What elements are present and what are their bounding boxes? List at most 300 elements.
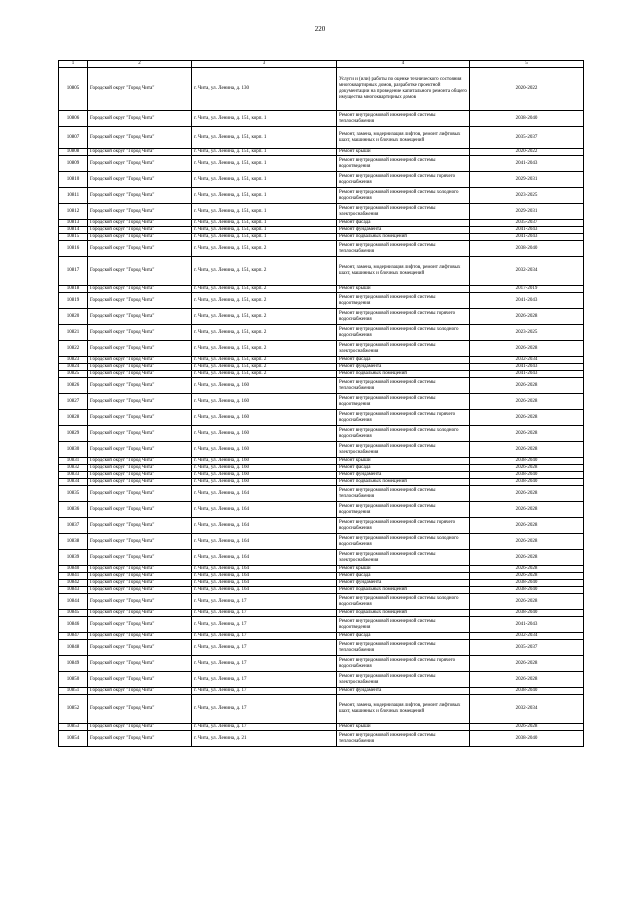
- work-type-cell: Ремонт фундамента: [337, 227, 470, 234]
- period-cell: 2038-2040: [470, 580, 584, 587]
- work-type-cell: Ремонт внутридомовой инженерной системы теплоснабжения: [337, 486, 470, 502]
- period-cell: 2026-2028: [470, 573, 584, 580]
- municipality-cell: Городской округ "Город Чита": [88, 587, 192, 594]
- address-cell: г. Чита, ул. Ленина, д. 17: [192, 640, 337, 656]
- row-number-cell: 10839: [59, 550, 88, 566]
- municipality-cell: Городской округ "Город Чита": [88, 472, 192, 479]
- row-number-cell: 10819: [59, 293, 88, 309]
- period-cell: 2026-2028: [470, 486, 584, 502]
- header-cell: 3: [192, 61, 337, 68]
- municipality-cell: Городской округ "Город Чита": [88, 325, 192, 341]
- municipality-cell: Городской округ "Город Чита": [88, 220, 192, 227]
- header-row: [59, 61, 584, 68]
- work-type-cell: Ремонт внутридомовой инженерной системы холодного водоснабжения: [337, 594, 470, 610]
- municipality-cell: Городской округ "Город Чита": [88, 656, 192, 672]
- row-number-cell: 10854: [59, 731, 88, 747]
- address-cell: г. Чита, ул. Ленина, д. 151, корп. 1: [192, 234, 337, 241]
- address-cell: г. Чита, ул. Ленина, д. 151, корп. 2: [192, 241, 337, 257]
- address-cell: г. Чита, ул. Ленина, д. 160: [192, 442, 337, 458]
- address-cell: г. Чита, ул. Ленина, д. 151, корп. 2: [192, 357, 337, 364]
- address-cell: г. Чита, ул. Ленина, д. 160: [192, 426, 337, 442]
- row-number-cell: 10810: [59, 172, 88, 188]
- period-cell: 2038-2040: [470, 241, 584, 257]
- work-type-cell: Ремонт фасада: [337, 220, 470, 227]
- table-row: [59, 479, 584, 486]
- municipality-cell: Городской округ "Город Чита": [88, 566, 192, 573]
- address-cell: г. Чита, ул. Ленина, д. 160: [192, 394, 337, 410]
- table-row: [59, 227, 584, 234]
- municipality-cell: Городской округ "Город Чита": [88, 479, 192, 486]
- row-number-cell: 10817: [59, 257, 88, 286]
- row-number-cell: 10828: [59, 410, 88, 426]
- address-cell: г. Чита, ул. Ленина, д. 160: [192, 465, 337, 472]
- address-cell: г. Чита, ул. Ленина, д. 151, корп. 1: [192, 127, 337, 149]
- row-number-cell: 10820: [59, 309, 88, 325]
- work-type-cell: Ремонт фасада: [337, 357, 470, 364]
- work-type-cell: Ремонт крыши: [337, 286, 470, 293]
- period-cell: 2023-2025: [470, 188, 584, 204]
- municipality-cell: Городской округ "Город Чита": [88, 573, 192, 580]
- work-type-cell: Ремонт внутридомовой инженерной системы горячего водоснабжения: [337, 410, 470, 426]
- period-cell: 2020-2022: [470, 68, 584, 111]
- work-type-cell: Ремонт внутридомовой инженерной системы водоотведения: [337, 617, 470, 633]
- table-row: [59, 566, 584, 573]
- table-row: [59, 127, 584, 149]
- municipality-cell: Городской округ "Город Чита": [88, 172, 192, 188]
- row-number-cell: 10806: [59, 111, 88, 127]
- address-cell: г. Чита, ул. Ленина, д. 17: [192, 617, 337, 633]
- row-number-cell: 10808: [59, 149, 88, 156]
- table-row: [59, 442, 584, 458]
- work-type-cell: Ремонт внутридомовой инженерной системы теплоснабжения: [337, 640, 470, 656]
- register-table: [58, 60, 584, 747]
- municipality-cell: Городской округ "Город Чита": [88, 364, 192, 371]
- row-number-cell: 10846: [59, 617, 88, 633]
- table-row: [59, 731, 584, 747]
- work-type-cell: Ремонт внутридомовой инженерной системы водоотведения: [337, 156, 470, 172]
- period-cell: 2038-2040: [470, 472, 584, 479]
- address-cell: г. Чита, ул. Ленина, д. 17: [192, 672, 337, 688]
- address-cell: г. Чита, ул. Ленина, д. 17: [192, 688, 337, 695]
- address-cell: г. Чита, ул. Ленина, д. 17: [192, 610, 337, 617]
- work-type-cell: Ремонт, замена, модернизация лифтов, ремонт лифтовых шахт, машинных и блочных помещений: [337, 695, 470, 724]
- table-row: [59, 257, 584, 286]
- municipality-cell: Городской округ "Город Чита": [88, 534, 192, 550]
- row-number-cell: 10836: [59, 502, 88, 518]
- address-cell: г. Чита, ул. Ленина, д. 160: [192, 472, 337, 479]
- municipality-cell: Городской округ "Город Чита": [88, 341, 192, 357]
- address-cell: г. Чита, ул. Ленина, д. 164: [192, 518, 337, 534]
- work-type-cell: Ремонт внутридомовой инженерной системы горячего водоснабжения: [337, 172, 470, 188]
- period-cell: 2038-2040: [470, 458, 584, 465]
- row-number-cell: 10837: [59, 518, 88, 534]
- address-cell: г. Чита, ул. Ленина, д. 164: [192, 587, 337, 594]
- table-row: [59, 286, 584, 293]
- municipality-cell: Городской округ "Город Чита": [88, 594, 192, 610]
- row-number-cell: 10842: [59, 580, 88, 587]
- period-cell: 2026-2028: [470, 672, 584, 688]
- address-cell: г. Чита, ул. Ленина, д. 151, корп. 2: [192, 341, 337, 357]
- row-number-cell: 10840: [59, 566, 88, 573]
- table-row: [59, 617, 584, 633]
- period-cell: 2041-2043: [470, 371, 584, 378]
- table-row: [59, 573, 584, 580]
- municipality-cell: Городской округ "Город Чита": [88, 688, 192, 695]
- work-type-cell: Ремонт крыши: [337, 458, 470, 465]
- table-row: [59, 688, 584, 695]
- municipality-cell: Городской округ "Город Чита": [88, 502, 192, 518]
- municipality-cell: Городской округ "Город Чита": [88, 394, 192, 410]
- address-cell: г. Чита, ул. Ленина, д. 164: [192, 566, 337, 573]
- municipality-cell: Городской округ "Город Чита": [88, 617, 192, 633]
- work-type-cell: Ремонт внутридомовой инженерной системы электроснабжения: [337, 442, 470, 458]
- work-type-cell: Ремонт внутридомовой инженерной системы горячего водоснабжения: [337, 309, 470, 325]
- table-row: [59, 241, 584, 257]
- address-cell: г. Чита, ул. Ленина, д. 160: [192, 410, 337, 426]
- work-type-cell: Ремонт фасада: [337, 573, 470, 580]
- table-row: [59, 172, 584, 188]
- municipality-cell: Городской округ "Город Чита": [88, 633, 192, 640]
- work-type-cell: Ремонт фасада: [337, 633, 470, 640]
- address-cell: г. Чита, ул. Ленина, д. 151, корп. 1: [192, 156, 337, 172]
- row-number-cell: 10811: [59, 188, 88, 204]
- period-cell: 2026-2028: [470, 534, 584, 550]
- municipality-cell: Городской округ "Город Чита": [88, 442, 192, 458]
- table-row: [59, 357, 584, 364]
- period-cell: 2035-2037: [470, 220, 584, 227]
- page-number: 220: [314, 25, 326, 33]
- address-cell: г. Чита, ул. Ленина, д. 17: [192, 695, 337, 724]
- row-number-cell: 10829: [59, 426, 88, 442]
- header-cell: 4: [337, 61, 470, 68]
- row-number-cell: 10844: [59, 594, 88, 610]
- row-number-cell: 10814: [59, 227, 88, 234]
- work-type-cell: Ремонт фундамента: [337, 472, 470, 479]
- address-cell: г. Чита, ул. Ленина, д. 164: [192, 486, 337, 502]
- work-type-cell: Ремонт, замена, модернизация лифтов, ремонт лифтовых шахт, машинных и блочных помещений: [337, 127, 470, 149]
- table-row: [59, 394, 584, 410]
- work-type-cell: Ремонт подвальных помещений: [337, 234, 470, 241]
- row-number-cell: 10834: [59, 479, 88, 486]
- work-type-cell: Ремонт фасада: [337, 465, 470, 472]
- period-cell: 2038-2040: [470, 688, 584, 695]
- municipality-cell: Городской округ "Город Чита": [88, 378, 192, 394]
- table-row: [59, 371, 584, 378]
- address-cell: г. Чита, ул. Ленина, д. 151, корп. 2: [192, 364, 337, 371]
- work-type-cell: Ремонт внутридомовой инженерной системы теплоснабжения: [337, 731, 470, 747]
- address-cell: г. Чита, ул. Ленина, д. 17: [192, 656, 337, 672]
- address-cell: г. Чита, ул. Ленина, д. 151, корп. 1: [192, 227, 337, 234]
- address-cell: г. Чита, ул. Ленина, д. 17: [192, 633, 337, 640]
- row-number-cell: 10812: [59, 204, 88, 220]
- row-number-cell: 10833: [59, 472, 88, 479]
- work-type-cell: Ремонт внутридомовой инженерной системы водоотведения: [337, 293, 470, 309]
- work-type-cell: Ремонт фундамента: [337, 688, 470, 695]
- work-type-cell: Ремонт подвальных помещений: [337, 587, 470, 594]
- municipality-cell: Городской округ "Город Чита": [88, 234, 192, 241]
- row-number-cell: 10831: [59, 458, 88, 465]
- row-number-cell: 10848: [59, 640, 88, 656]
- table-row: [59, 204, 584, 220]
- row-number-cell: 10832: [59, 465, 88, 472]
- municipality-cell: Городской округ "Город Чита": [88, 156, 192, 172]
- row-number-cell: 10851: [59, 688, 88, 695]
- row-number-cell: 10823: [59, 357, 88, 364]
- table-row: [59, 640, 584, 656]
- municipality-cell: Городской округ "Город Чита": [88, 426, 192, 442]
- header-cell: 5: [470, 61, 584, 68]
- period-cell: 2020-2022: [470, 149, 584, 156]
- municipality-cell: Городской округ "Город Чита": [88, 127, 192, 149]
- period-cell: 2032-2034: [470, 633, 584, 640]
- row-number-cell: 10809: [59, 156, 88, 172]
- municipality-cell: Городской округ "Город Чита": [88, 724, 192, 731]
- table-row: [59, 309, 584, 325]
- row-number-cell: 10843: [59, 587, 88, 594]
- period-cell: 2038-2040: [470, 479, 584, 486]
- municipality-cell: Городской округ "Город Чита": [88, 204, 192, 220]
- work-type-cell: Ремонт внутридомовой инженерной системы теплоснабжения: [337, 378, 470, 394]
- table-row: [59, 633, 584, 640]
- row-number-cell: 10815: [59, 234, 88, 241]
- period-cell: 2041-2043: [470, 293, 584, 309]
- period-cell: 2038-2040: [470, 111, 584, 127]
- address-cell: г. Чита, ул. Ленина, д. 151, корп. 2: [192, 293, 337, 309]
- work-type-cell: Ремонт внутридомовой инженерной системы холодного водоснабжения: [337, 426, 470, 442]
- address-cell: г. Чита, ул. Ленина, д. 164: [192, 550, 337, 566]
- row-number-cell: 10826: [59, 378, 88, 394]
- work-type-cell: Ремонт, замена, модернизация лифтов, ремонт лифтовых шахт, машинных и блочных помещений: [337, 257, 470, 286]
- work-type-cell: Ремонт фундамента: [337, 580, 470, 587]
- period-cell: 2026-2028: [470, 341, 584, 357]
- period-cell: 2026-2028: [470, 309, 584, 325]
- address-cell: г. Чита, ул. Ленина, д. 151, корп. 2: [192, 371, 337, 378]
- municipality-cell: Городской округ "Город Чита": [88, 550, 192, 566]
- table-row: [59, 518, 584, 534]
- period-cell: 2026-2028: [470, 724, 584, 731]
- address-cell: г. Чита, ул. Ленина, д. 21: [192, 731, 337, 747]
- row-number-cell: 10825: [59, 371, 88, 378]
- municipality-cell: Городской округ "Город Чита": [88, 695, 192, 724]
- work-type-cell: Ремонт внутридомовой инженерной системы холодного водоснабжения: [337, 188, 470, 204]
- address-cell: г. Чита, ул. Ленина, д. 151, корп. 2: [192, 257, 337, 286]
- work-type-cell: Ремонт внутридомовой инженерной системы горячего водоснабжения: [337, 656, 470, 672]
- period-cell: 2041-2043: [470, 617, 584, 633]
- municipality-cell: Городской округ "Город Чита": [88, 371, 192, 378]
- period-cell: 2026-2028: [470, 378, 584, 394]
- table-row: [59, 234, 584, 241]
- period-cell: 2026-2028: [470, 566, 584, 573]
- work-type-cell: Ремонт подвальных помещений: [337, 610, 470, 617]
- work-type-cell: Ремонт внутридомовой инженерной системы электроснабжения: [337, 204, 470, 220]
- municipality-cell: Городской округ "Город Чита": [88, 486, 192, 502]
- address-cell: г. Чита, ул. Ленина, д. 164: [192, 534, 337, 550]
- municipality-cell: Городской округ "Город Чита": [88, 293, 192, 309]
- header-cell: 1: [59, 61, 88, 68]
- table-row: [59, 410, 584, 426]
- row-number-cell: 10847: [59, 633, 88, 640]
- period-cell: 2035-2037: [470, 127, 584, 149]
- period-cell: 2026-2028: [470, 502, 584, 518]
- period-cell: 2026-2028: [470, 442, 584, 458]
- municipality-cell: Городской округ "Город Чита": [88, 188, 192, 204]
- work-type-cell: Ремонт внутридомовой инженерной системы электроснабжения: [337, 672, 470, 688]
- work-type-cell: Ремонт внутридомовой инженерной системы электроснабжения: [337, 341, 470, 357]
- table-row: [59, 426, 584, 442]
- period-cell: 2026-2028: [470, 394, 584, 410]
- table-row: [59, 341, 584, 357]
- row-number-cell: 10824: [59, 364, 88, 371]
- table-row: [59, 156, 584, 172]
- work-type-cell: Ремонт подвальных помещений: [337, 371, 470, 378]
- work-type-cell: Ремонт внутридомовой инженерной системы теплоснабжения: [337, 241, 470, 257]
- address-cell: г. Чита, ул. Ленина, д. 151, корп. 1: [192, 172, 337, 188]
- municipality-cell: Городской округ "Город Чита": [88, 465, 192, 472]
- table-row: [59, 364, 584, 371]
- table-row: [59, 486, 584, 502]
- address-cell: г. Чита, ул. Ленина, д. 151, корп. 1: [192, 111, 337, 127]
- table-row: [59, 378, 584, 394]
- table-row: [59, 293, 584, 309]
- period-cell: 2038-2040: [470, 610, 584, 617]
- row-number-cell: 10841: [59, 573, 88, 580]
- address-cell: г. Чита, ул. Ленина, д. 164: [192, 580, 337, 587]
- table-row: [59, 458, 584, 465]
- period-cell: 2026-2028: [470, 465, 584, 472]
- address-cell: г. Чита, ул. Ленина, д. 151, корп. 2: [192, 325, 337, 341]
- period-cell: 2041-2043: [470, 234, 584, 241]
- municipality-cell: Городской округ "Город Чита": [88, 111, 192, 127]
- row-number-cell: 10805: [59, 68, 88, 111]
- table-row: [59, 695, 584, 724]
- row-number-cell: 10852: [59, 695, 88, 724]
- table-row: [59, 325, 584, 341]
- address-cell: г. Чита, ул. Ленина, д. 151, корп. 1: [192, 220, 337, 227]
- row-number-cell: 10850: [59, 672, 88, 688]
- period-cell: 2032-2034: [470, 357, 584, 364]
- address-cell: г. Чита, ул. Ленина, д. 17: [192, 594, 337, 610]
- row-number-cell: 10822: [59, 341, 88, 357]
- row-number-cell: 10835: [59, 486, 88, 502]
- municipality-cell: Городской округ "Город Чита": [88, 257, 192, 286]
- row-number-cell: 10821: [59, 325, 88, 341]
- row-number-cell: 10816: [59, 241, 88, 257]
- table-row: [59, 672, 584, 688]
- period-cell: 2041-2043: [470, 227, 584, 234]
- municipality-cell: Городской округ "Город Чита": [88, 309, 192, 325]
- table-row: [59, 594, 584, 610]
- address-cell: г. Чита, ул. Ленина, д. 17: [192, 724, 337, 731]
- table-row: [59, 465, 584, 472]
- period-cell: 2035-2037: [470, 640, 584, 656]
- municipality-cell: Городской округ "Город Чита": [88, 227, 192, 234]
- table-row: [59, 580, 584, 587]
- work-type-cell: Ремонт внутридомовой инженерной системы холодного водоснабжения: [337, 325, 470, 341]
- period-cell: 2032-2034: [470, 257, 584, 286]
- table-row: [59, 610, 584, 617]
- municipality-cell: Городской округ "Город Чита": [88, 672, 192, 688]
- address-cell: г. Чита, ул. Ленина, д. 160: [192, 479, 337, 486]
- municipality-cell: Городской округ "Город Чита": [88, 731, 192, 747]
- table-row: [59, 111, 584, 127]
- period-cell: 2017-2019: [470, 286, 584, 293]
- municipality-cell: Городской округ "Город Чита": [88, 518, 192, 534]
- work-type-cell: Ремонт фундамента: [337, 364, 470, 371]
- work-type-cell: Ремонт крыши: [337, 149, 470, 156]
- period-cell: 2038-2040: [470, 587, 584, 594]
- work-type-cell: Ремонт внутридомовой инженерной системы электроснабжения: [337, 550, 470, 566]
- municipality-cell: Городской округ "Город Чита": [88, 149, 192, 156]
- address-cell: г. Чита, ул. Ленина, д. 160: [192, 458, 337, 465]
- period-cell: 2032-2034: [470, 695, 584, 724]
- table-row: [59, 472, 584, 479]
- period-cell: 2029-2031: [470, 204, 584, 220]
- address-cell: г. Чита, ул. Ленина, д. 151, корп. 1: [192, 204, 337, 220]
- address-cell: г. Чита, ул. Ленина, д. 130: [192, 68, 337, 111]
- period-cell: 2041-2043: [470, 156, 584, 172]
- table-row: [59, 188, 584, 204]
- work-type-cell: Ремонт крыши: [337, 724, 470, 731]
- municipality-cell: Городской округ "Город Чита": [88, 410, 192, 426]
- period-cell: 2026-2028: [470, 426, 584, 442]
- table-row: [59, 149, 584, 156]
- table-row: [59, 534, 584, 550]
- work-type-cell: Ремонт внутридомовой инженерной системы теплоснабжения: [337, 111, 470, 127]
- work-type-cell: Ремонт крыши: [337, 566, 470, 573]
- municipality-cell: Городской округ "Город Чита": [88, 241, 192, 257]
- work-type-cell: Ремонт внутридомовой инженерной системы горячего водоснабжения: [337, 518, 470, 534]
- row-number-cell: 10818: [59, 286, 88, 293]
- municipality-cell: Городской округ "Город Чита": [88, 610, 192, 617]
- period-cell: 2038-2040: [470, 731, 584, 747]
- period-cell: 2029-2031: [470, 172, 584, 188]
- work-type-cell: Ремонт внутридомовой инженерной системы холодного водоснабжения: [337, 534, 470, 550]
- table-row: [59, 550, 584, 566]
- municipality-cell: Городской округ "Город Чита": [88, 580, 192, 587]
- work-type-cell: Ремонт подвальных помещений: [337, 479, 470, 486]
- table-row: [59, 587, 584, 594]
- period-cell: 2026-2028: [470, 518, 584, 534]
- municipality-cell: Городской округ "Город Чита": [88, 357, 192, 364]
- table-row: [59, 724, 584, 731]
- row-number-cell: 10853: [59, 724, 88, 731]
- address-cell: г. Чита, ул. Ленина, д. 151, корп. 2: [192, 286, 337, 293]
- address-cell: г. Чита, ул. Ленина, д. 164: [192, 502, 337, 518]
- period-cell: 2026-2028: [470, 410, 584, 426]
- row-number-cell: 10830: [59, 442, 88, 458]
- address-cell: г. Чита, ул. Ленина, д. 160: [192, 378, 337, 394]
- address-cell: г. Чита, ул. Ленина, д. 164: [192, 573, 337, 580]
- municipality-cell: Городской округ "Город Чита": [88, 458, 192, 465]
- table-row: [59, 220, 584, 227]
- row-number-cell: 10849: [59, 656, 88, 672]
- period-cell: 2026-2028: [470, 656, 584, 672]
- work-type-cell: Ремонт внутридомовой инженерной системы водоотведения: [337, 502, 470, 518]
- table-row: [59, 68, 584, 111]
- row-number-cell: 10827: [59, 394, 88, 410]
- row-number-cell: 10807: [59, 127, 88, 149]
- municipality-cell: Городской округ "Город Чита": [88, 286, 192, 293]
- period-cell: 2026-2028: [470, 550, 584, 566]
- work-type-cell: Ремонт внутридомовой инженерной системы водоотведения: [337, 394, 470, 410]
- municipality-cell: Городской округ "Город Чита": [88, 640, 192, 656]
- period-cell: 2041-2043: [470, 364, 584, 371]
- address-cell: г. Чита, ул. Ленина, д. 151, корп. 1: [192, 149, 337, 156]
- row-number-cell: 10813: [59, 220, 88, 227]
- address-cell: г. Чита, ул. Ленина, д. 151, корп. 1: [192, 188, 337, 204]
- period-cell: 2023-2025: [470, 325, 584, 341]
- row-number-cell: 10845: [59, 610, 88, 617]
